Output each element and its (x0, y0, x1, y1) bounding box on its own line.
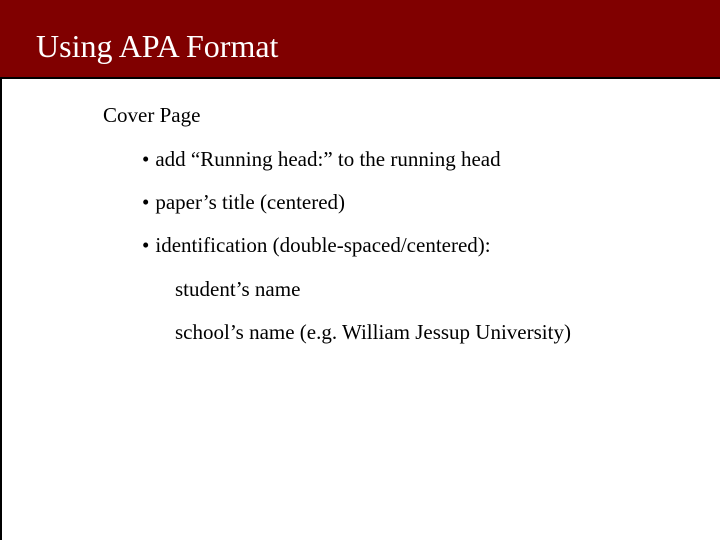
left-border-line (0, 77, 2, 540)
title-divider (0, 77, 720, 79)
bullet-text: add “Running head:” to the running head (155, 147, 501, 171)
slide-title: Using APA Format (36, 28, 279, 64)
bullet-text: identification (double-spaced/centered): (155, 233, 491, 257)
bullet-item-paper-title (142, 189, 345, 215)
sub-item-school-name: school’s name (e.g. William Jessup University) (175, 320, 571, 344)
section-heading: Cover Page (103, 103, 201, 127)
bullet-text: paper’s title (centered) (155, 190, 346, 214)
sub-item-student-name: student’s name (175, 277, 301, 301)
bullet-item-running-head (142, 146, 501, 172)
title-bar (0, 0, 720, 77)
bullet-icon: • (142, 147, 150, 171)
bullet-item-identification (142, 232, 491, 258)
bullet-icon: • (142, 190, 150, 214)
bullet-icon: • (142, 233, 150, 257)
